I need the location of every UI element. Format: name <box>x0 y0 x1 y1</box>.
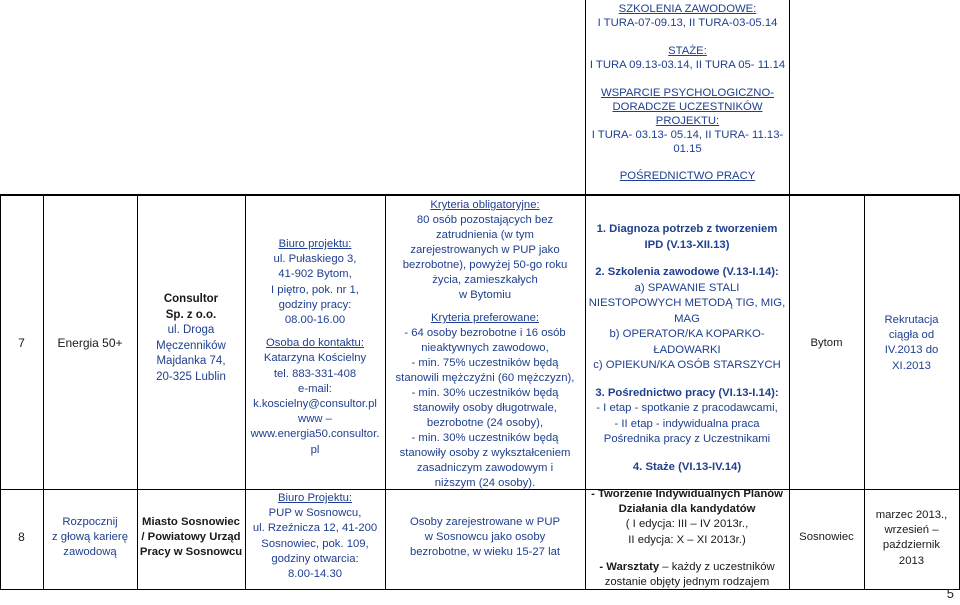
row8-city <box>789 530 864 545</box>
row-number: 8 <box>18 530 25 544</box>
posrednictwo-label: POŚREDNICTWO PRACY <box>619 170 756 182</box>
mandatory-title: Kryteria obligatoryjne: <box>430 199 540 211</box>
office-line: Sosnowiec, pok. 109, <box>261 537 369 550</box>
row7-city <box>789 336 864 351</box>
contact-line: e-mail: <box>298 382 332 395</box>
support-title: IPD (V.13-XII.13) <box>644 238 730 251</box>
warsztaty-rest: – każdy z uczestników <box>659 560 775 573</box>
preferred-title: Kryteria preferowane: <box>431 312 539 324</box>
row8-recruitment <box>864 508 959 569</box>
criteria-line: bezrobotne), powyżej 50-go roku <box>402 259 568 271</box>
warsztaty-line <box>585 560 789 575</box>
support-line: - II etap - indywidualna praca <box>614 417 760 430</box>
support-title: Działania dla kandydatów <box>618 503 756 516</box>
staze-label: STAŻE: <box>668 45 707 57</box>
criteria-line: - min. 75% uczestników będą <box>411 357 559 369</box>
criteria-line: stanowiły osoby długotrwale, <box>413 402 557 414</box>
warsztaty-line2: zostanie objęty jednym rodzajem <box>604 576 770 589</box>
support-line: - I etap - spotkanie z pracodawcami, <box>596 402 778 414</box>
row8-support <box>585 487 789 590</box>
support-title: 3. Pośrednictwo pracy (VI.13-I.14): <box>595 386 779 399</box>
entity-address: 20-325 Lublin <box>156 370 226 383</box>
project-line: Rozpocznij <box>62 516 118 528</box>
row7-entity <box>137 292 245 385</box>
criteria-line: zarejestrowanych w PUP jako <box>410 244 560 256</box>
website-link[interactable]: pl <box>310 443 320 456</box>
row8-criteria <box>385 515 585 561</box>
row8-office <box>245 491 385 582</box>
szkolenia-label: SZKOLENIA ZAWODOWE: <box>618 3 757 15</box>
criteria-line: bezrobotne (24 osoby), <box>426 417 544 429</box>
email-link[interactable]: k.koscielny@consultor.pl <box>253 398 377 411</box>
support-title: - Tworzenie Indywidualnych Planów <box>591 488 783 500</box>
row7-num <box>0 336 43 351</box>
row7-support <box>585 222 789 475</box>
row7-project <box>43 336 137 351</box>
project-line: z głową karierę <box>52 531 128 544</box>
support-line: b) OPERATOR/KA KOPARKO- <box>609 328 765 340</box>
row7-criteria <box>385 198 585 491</box>
wsparcie-line: WSPARCIE PSYCHOLOGICZNO- <box>600 87 775 99</box>
criteria-line: - 64 osoby bezrobotne i 16 osób <box>404 327 566 339</box>
szkolenia-value: I TURA-07-09.13, II TURA-03-05.14 <box>597 17 778 29</box>
support-title: 1. Diagnoza potrzeb z tworzeniem <box>596 223 778 235</box>
office-line: I piętro, pok. nr 1, <box>271 283 359 296</box>
office-line: godziny pracy: <box>278 298 352 311</box>
entity-address: Majdanka 74, <box>156 355 226 367</box>
row8-num <box>0 530 43 545</box>
support-title: 4. Staże (VI.13-IV.14) <box>632 460 742 473</box>
criteria-line: zasadniczym zawodowym i <box>416 462 554 474</box>
entity-line: / Powiatowy Urząd <box>141 531 241 544</box>
criteria-line: niższym (24 osoby). <box>434 477 536 489</box>
criteria-line: w Bytomiu <box>458 289 512 301</box>
staze-value: I TURA 09.13-03.14, II TURA 05- 11.14 <box>589 59 786 71</box>
row-number: 7 <box>18 336 25 350</box>
office-label: Biuro Projektu: <box>277 492 353 504</box>
entity-address: ul. Droga <box>167 324 215 336</box>
recruitment-line: wrzesień – <box>884 524 939 537</box>
criteria-line: w Sosnowcu jako osoby <box>424 531 546 544</box>
criteria-line: bezrobotne, w wieku 15-27 lat <box>409 546 561 559</box>
project-line: zawodową <box>63 546 117 559</box>
office-line: 8.00-14.30 <box>287 568 343 581</box>
criteria-line: stanowili mężczyźni (60 mężczyzn), <box>395 372 575 384</box>
recruitment-line: październik <box>882 539 941 552</box>
office-line: godziny otwarcia: <box>271 552 359 565</box>
entity-name: Sp. z o.o. <box>165 308 217 321</box>
criteria-line: - min. 30% uczestników będą <box>411 387 559 399</box>
row7-recruitment <box>864 313 959 374</box>
support-line: a) SPAWANIE STALI <box>634 281 740 294</box>
office-line: 08.00-16.00 <box>284 314 346 327</box>
wsparcie-value: 01.15 <box>673 143 702 155</box>
row8-project <box>43 515 137 561</box>
criteria-line: nieaktywnych zawodowo, <box>421 342 549 354</box>
project-name: Energia 50+ <box>57 336 123 350</box>
grid-line <box>0 589 960 590</box>
edition-line: ( I edycja: III – IV 2013r., <box>625 518 749 531</box>
website-link[interactable]: www.energia50.consultor. <box>250 428 380 441</box>
support-line: MAG <box>674 312 700 325</box>
wsparcie-line: PROJEKTU: <box>655 115 720 127</box>
entity-address: Męczenników <box>156 339 226 352</box>
criteria-line: życia, zamieszkałych <box>432 274 538 286</box>
wsparcie-value: I TURA- 03.13- 05.14, II TURA- 11.13- <box>591 129 784 141</box>
contact-line: tel. 883-331-408 <box>273 367 357 380</box>
recruitment-line: ciągła od <box>888 329 935 342</box>
recruitment-line: 2013 <box>898 554 925 567</box>
office-line: ul. Pułaskiego 3, <box>273 253 357 266</box>
page-number: 5 <box>946 586 954 601</box>
office-line: PUP w Sosnowcu, <box>268 507 362 520</box>
office-line: 41-902 Bytom, <box>278 268 352 281</box>
criteria-line: zatrudnienia (w tym <box>436 229 534 241</box>
criteria-line: - min. 30% uczestników będą <box>411 432 559 444</box>
recruitment-line: IV.2013 do <box>884 344 939 357</box>
wsparcie-line: DORADCZE UCZESTNIKÓW <box>612 101 763 113</box>
entity-line: Pracy w Sosnowcu <box>139 546 243 559</box>
city: Bytom <box>810 337 843 349</box>
office-line: ul. Rzeźnicza 12, 41-200 <box>252 522 378 535</box>
city: Sosnowiec <box>799 531 854 543</box>
contact-label: Osoba do kontaktu: <box>266 337 364 350</box>
row7-office <box>245 237 385 458</box>
contact-line: Katarzyna Kościelny <box>263 352 367 365</box>
support-line: ŁADOWARKI <box>653 343 721 356</box>
criteria-line: 80 osób pozostających bez <box>416 214 554 226</box>
criteria-line: stanowiły osoby z wykształceniem <box>399 447 571 459</box>
contact-line: www – <box>298 413 332 426</box>
edition-line: II edycja: X – XI 2013r.) <box>628 533 746 546</box>
top-cell <box>585 2 790 183</box>
support-line: NIESTOPOWYCH METODĄ TIG, MIG, <box>588 297 786 309</box>
grid-line <box>0 194 960 196</box>
warsztaty-bold: - Warsztaty <box>599 560 660 573</box>
support-line: Pośrednika pracy z Uczestnikami <box>603 433 771 445</box>
support-line: c) OPIEKUN/KA OSÓB STARSZYCH <box>593 359 781 371</box>
criteria-line: Osoby zarejestrowane w PUP <box>409 516 561 528</box>
office-label: Biuro projektu: <box>278 238 352 250</box>
recruitment-line: Rekrutacja <box>884 314 939 326</box>
row8-entity <box>137 515 245 561</box>
entity-line: Miasto Sosnowiec <box>142 516 240 528</box>
entity-name: Consultor <box>163 293 219 305</box>
support-title: 2. Szkolenia zawodowe (V.13-I.14): <box>595 266 779 278</box>
recruitment-line: XI.2013 <box>892 359 931 372</box>
recruitment-line: marzec 2013., <box>875 509 948 521</box>
